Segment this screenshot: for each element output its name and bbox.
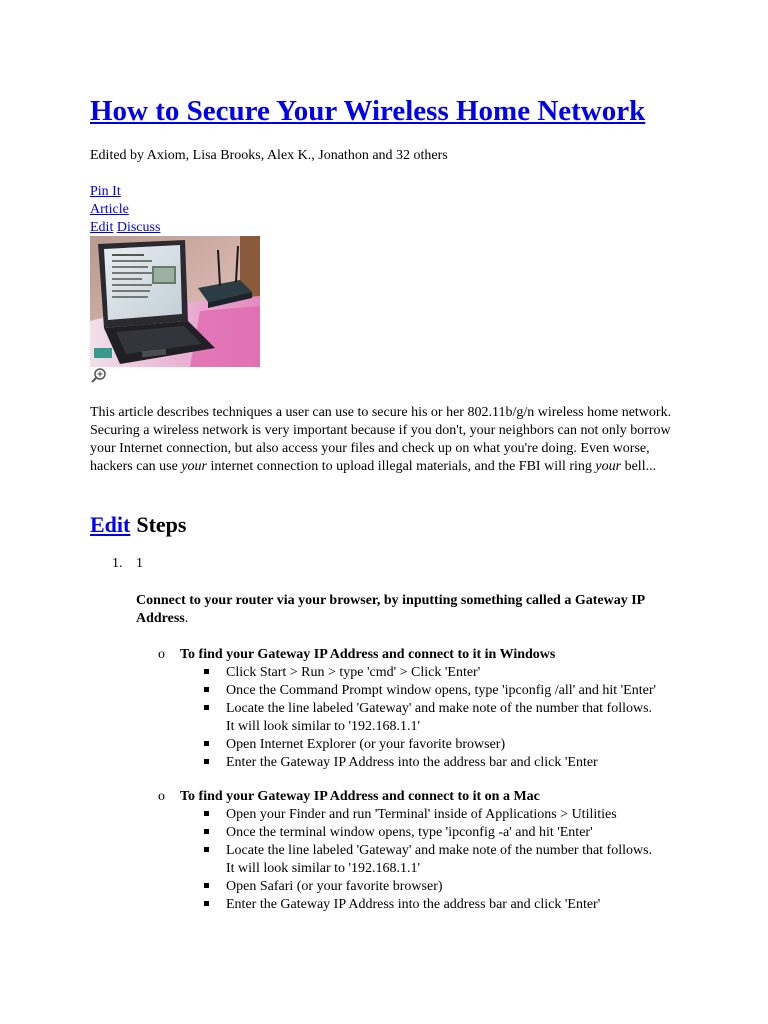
windows-title: To find your Gateway IP Address and connect to it in Windows <box>180 647 556 662</box>
step-value: 1 <box>136 556 143 571</box>
title-link[interactable]: How to Secure Your Wireless Home Network <box>90 95 646 127</box>
list-item: Once the terminal window opens, type 'ipconfig -a' and hit 'Enter' <box>136 824 656 842</box>
edit-link[interactable]: Edit <box>90 220 114 235</box>
square-bullet-icon <box>204 705 209 710</box>
windows-substep <box>136 646 696 772</box>
square-bullet-icon <box>204 741 209 746</box>
list-item: Once the Command Prompt window opens, type 'ipconfig /all' and hit 'Enter' <box>136 682 656 700</box>
square-bullet-icon <box>204 759 209 764</box>
list-item: Locate the line labeled 'Gateway' and make note of the number that follows. It will look similar to '192.168.1.1' <box>136 842 656 878</box>
discuss-link[interactable]: Discuss <box>116 220 161 235</box>
edit-steps-link[interactable]: Edit <box>90 512 131 537</box>
step-number: 1. <box>112 556 123 571</box>
mac-title: To find your Gateway IP Address and connect to it on a Mac <box>180 789 540 804</box>
list-item: Click Start > Run > type 'cmd' > Click 'Enter' <box>136 664 656 682</box>
square-bullet-icon <box>204 669 209 674</box>
square-bullet-icon <box>204 847 209 852</box>
list-item: Locate the line labeled 'Gateway' and make note of the number that follows. It will look similar to '192.168.1.1' <box>136 700 656 736</box>
square-bullet-icon <box>204 883 209 888</box>
windows-instructions <box>136 664 696 772</box>
mac-instructions <box>136 806 696 914</box>
square-bullet-icon <box>204 687 209 692</box>
page-title <box>90 93 645 129</box>
square-bullet-icon <box>204 811 209 816</box>
byline: Edited by Axiom, Lisa Brooks, Alex K., Jonathon and 32 others <box>90 148 448 163</box>
list-item: Open Internet Explorer (or your favorite browser) <box>136 736 656 754</box>
list-item: Enter the Gateway IP Address into the address bar and click 'Enter <box>136 754 656 772</box>
zoom-icon[interactable] <box>90 367 107 384</box>
circle-bullet-icon: o <box>158 647 165 662</box>
square-bullet-icon <box>204 829 209 834</box>
pin-it-link[interactable]: Pin It <box>90 184 121 199</box>
mac-substep <box>136 788 696 914</box>
list-item: Open Safari (or your favorite browser) <box>136 878 656 896</box>
square-bullet-icon <box>204 901 209 906</box>
step-lead: Connect to your router via your browser, by inputting something called a Gateway IP Address. <box>136 593 645 626</box>
article-tab-link[interactable]: Article <box>90 202 129 217</box>
list-item: Enter the Gateway IP Address into the address bar and click 'Enter' <box>136 896 656 914</box>
steps-heading: Edit Steps <box>90 512 187 537</box>
circle-bullet-icon: o <box>158 789 165 804</box>
list-item: Open your Finder and run 'Terminal' inside of Applications > Utilities <box>136 806 656 824</box>
laptop-router-photo <box>90 236 260 367</box>
article-image[interactable] <box>90 236 260 367</box>
article-actions <box>90 183 160 237</box>
intro-paragraph: This article describes techniques a user can use to secure his or her 802.11b/g/n wireless home network. Securing a wireless network is very important because if you don't, your neighbors can not only borrow your Internet connection, but also access your files and check up on what you're doing. Even worse, hackers can use your internet connection to upload illegal materials, and the FBI will ring your bell... <box>90 405 672 474</box>
